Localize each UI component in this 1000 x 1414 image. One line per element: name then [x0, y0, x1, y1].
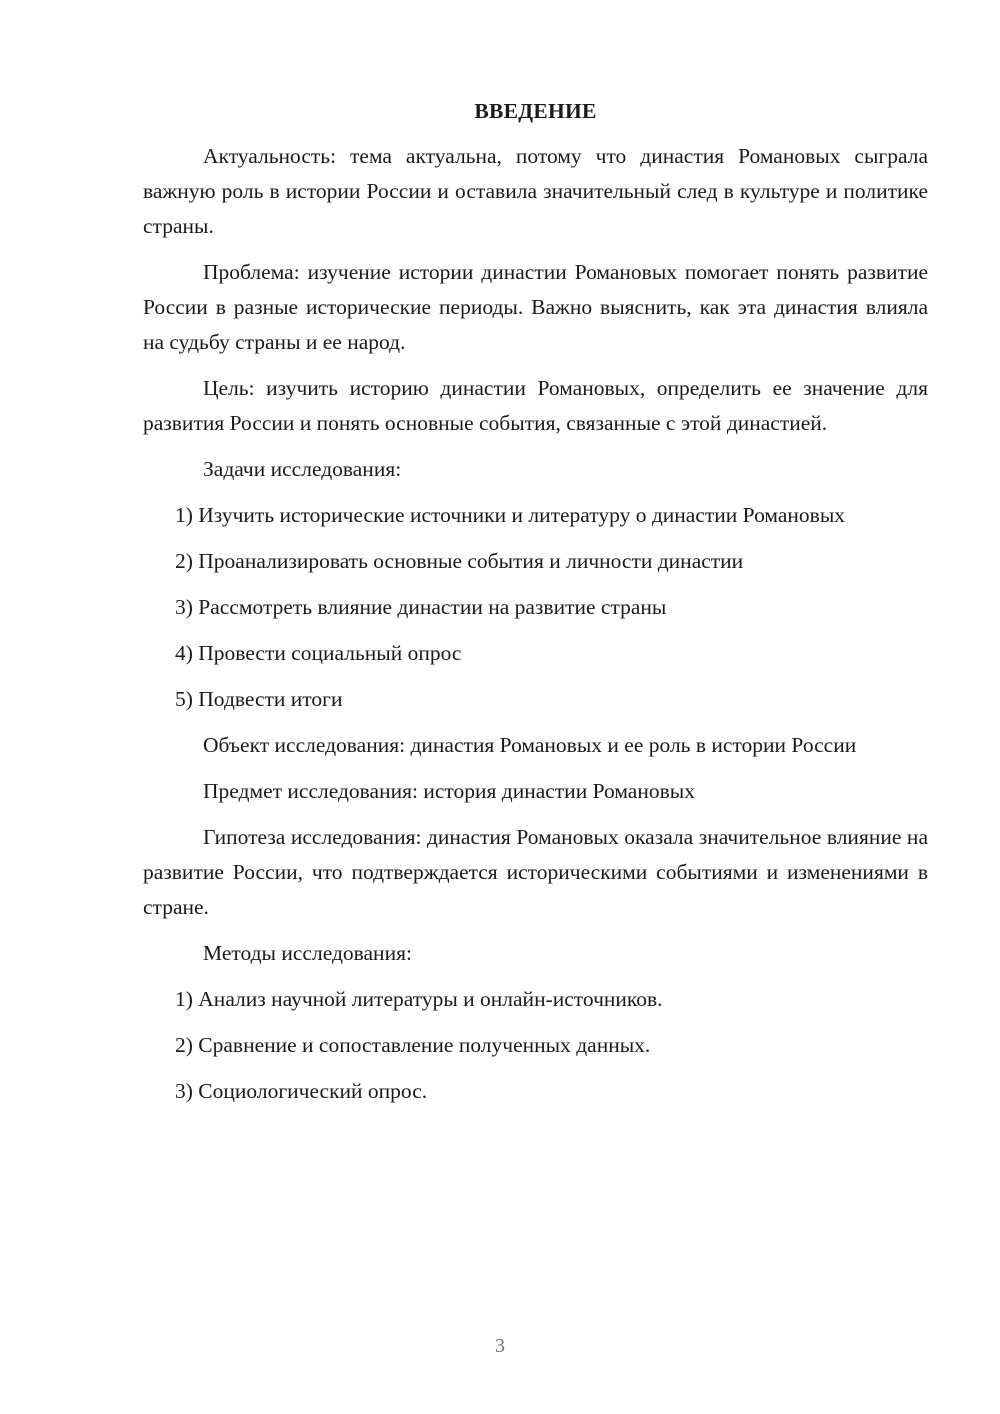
page-number: 3 — [495, 1335, 505, 1357]
goal-paragraph: Цель: изучить историю династии Романовых, определить ее значение для развития России и понять основные события, связанные с этой династией. — [143, 376, 928, 435]
methods-title: Методы исследования: — [203, 941, 412, 965]
relevance-paragraph: Актуальность: тема актуальна, потому что династия Романовых сыграла важную роль в истории России и оставила значительный след в культуре и политике страны. — [143, 144, 928, 238]
tasks-title: Задачи исследования: — [203, 457, 402, 481]
page-content — [143, 94, 928, 1120]
method-item: 3) Социологический опрос. — [175, 1079, 428, 1103]
task-item: 4) Провести социальный опрос — [175, 641, 462, 665]
task-item: 2) Проанализировать основные события и личности династии — [175, 549, 744, 573]
task-item: 1) Изучить исторические источники и литературу о династии Романовых — [175, 503, 846, 527]
object-paragraph: Объект исследования: династия Романовых и ее роль в истории России — [203, 733, 857, 757]
method-item: 2) Сравнение и сопоставление полученных данных. — [175, 1033, 651, 1057]
hypothesis-paragraph: Гипотеза исследования: династия Романовых оказала значительное влияние на развитие России, что подтверждается историческими событиями и изменениями в стране. — [143, 825, 928, 919]
method-item: 1) Анализ научной литературы и онлайн-источников. — [175, 987, 663, 1011]
task-item: 5) Подвести итоги — [175, 687, 343, 711]
problem-paragraph: Проблема: изучение истории династии Романовых помогает понять развитие России в разные исторические периоды. Важно выяснить, как эта династия влияла на судьбу страны и ее народ. — [143, 260, 928, 354]
subject-paragraph: Предмет исследования: история династии Романовых — [203, 779, 695, 803]
section-heading: ВВЕДЕНИЕ — [474, 99, 597, 123]
task-item: 3) Рассмотреть влияние династии на развитие страны — [175, 595, 667, 619]
